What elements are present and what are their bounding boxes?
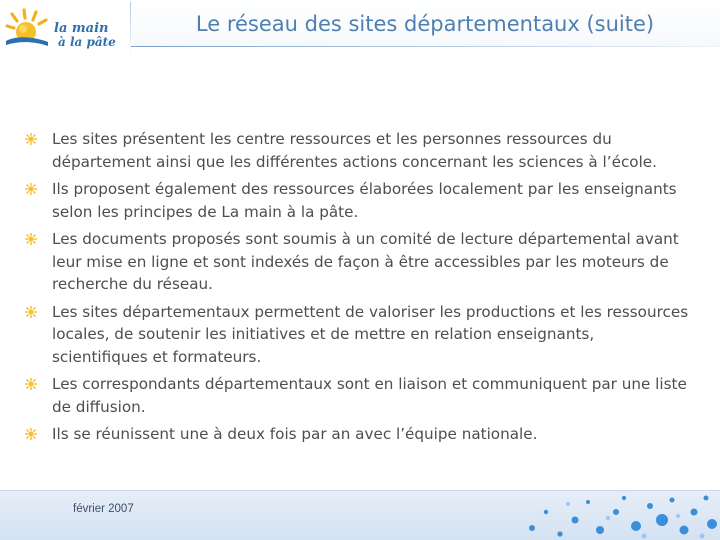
footer-date: février 2007 [73,503,134,515]
bullet-text: Les correspondants départementaux sont en liaison et communiquent par une liste de diffusion. [52,375,687,416]
sun-bullet-icon [25,428,37,440]
page-title: Le réseau des sites départementaux (suite) [195,12,655,36]
bullet-text: Les documents proposés sont soumis à un comité de lecture départemental avant leur mise en ligne et sont indexés de façon à être accessibles par les moteurs de recherche du réseau. [52,230,679,293]
sun-bullet-icon [25,183,37,195]
title-underline [131,46,720,47]
list-item [24,228,694,296]
list-item [24,373,694,418]
bullet-text: Les sites présentent les centre ressources et les personnes ressources du département ainsi que les différentes actions concernant les sciences à l’école. [52,130,657,171]
sun-bullet-icon [25,133,37,145]
list-item [24,178,694,223]
logo-text-line2: à la pâte [58,35,116,49]
bullet-list [24,128,694,451]
sun-bullet-icon [25,378,37,390]
logo-text-line1: la main [54,21,109,36]
bullet-text: Les sites départementaux permettent de valoriser les productions et les ressources locales, de soutenir les initiatives et de mettre en relation enseignants, scientifiques et formateurs. [52,302,689,366]
bubbles-decoration-icon [520,490,720,540]
sun-hand-logo-icon [4,8,116,56]
sun-bullet-icon [25,233,37,245]
sun-bullet-icon [25,306,37,318]
bullet-text: Ils proposent également des ressources élaborées localement par les enseignants selon les principes de La main à la pâte. [52,180,677,221]
bullet-text: Ils se réunissent une à deux fois par an avec l’équipe nationale. [52,425,538,443]
list-item [24,301,694,369]
slide-header [0,0,720,64]
hand-swoosh [6,37,48,46]
list-item [24,423,694,446]
list-item [24,128,694,173]
